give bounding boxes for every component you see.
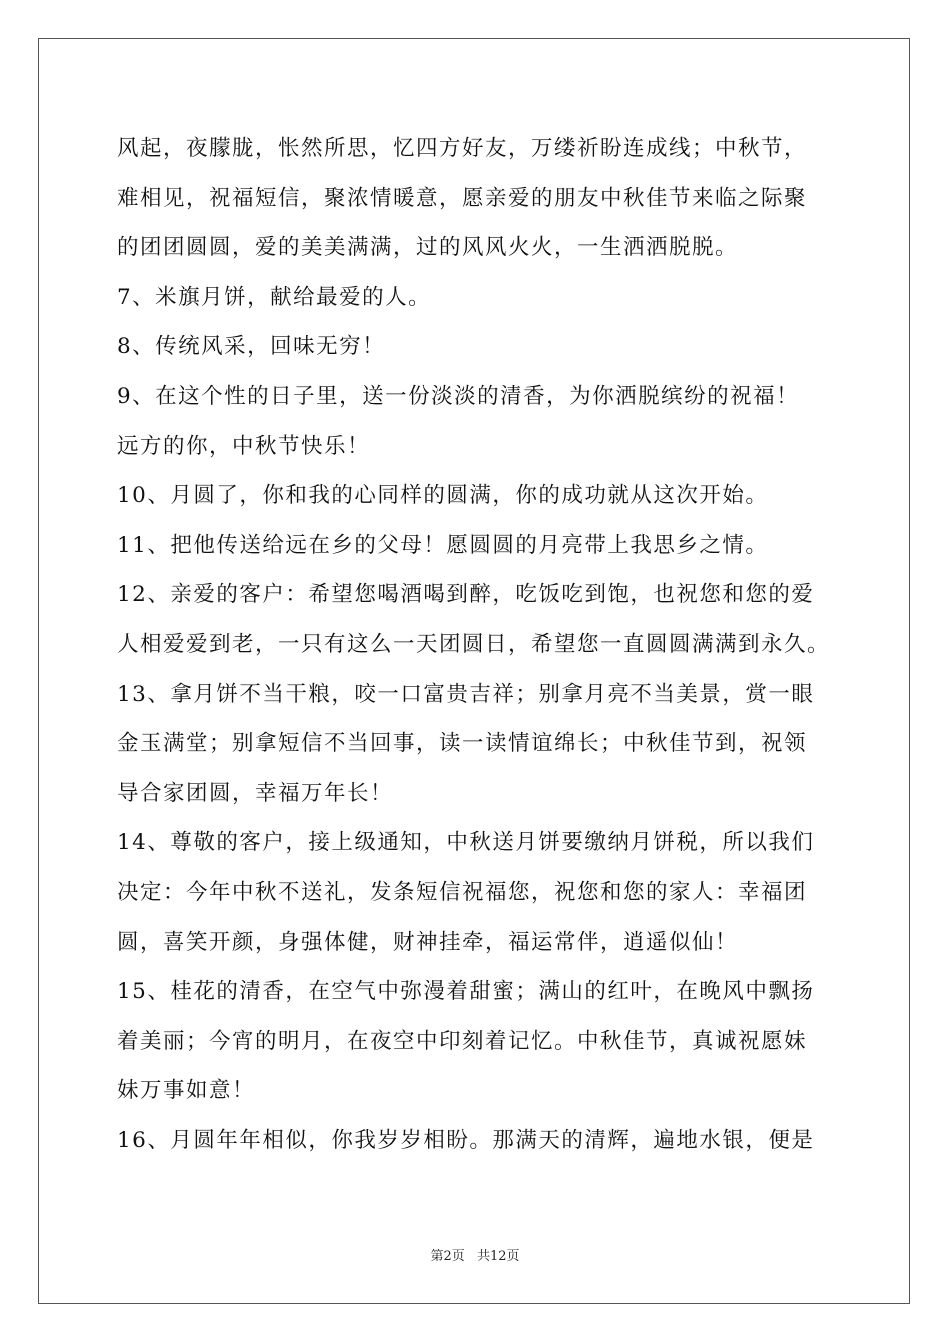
text-line: 12、亲爱的客户：希望您喝酒喝到醉，吃饭吃到饱，也祝您和您的爱 <box>117 582 815 608</box>
page-number: 第2页 <box>430 1249 465 1264</box>
text-line: 8、传统风采，回味无穷！ <box>117 334 386 360</box>
text-line: 14、尊敬的客户，接上级通知，中秋送月饼要缴纳月饼税，所以我们 <box>117 830 815 856</box>
text-line: 金玉满堂；别拿短信不当回事，读一读情谊绵长；中秋佳节到，祝领 <box>117 731 808 757</box>
text-line: 10、月圆了，你和我的心同样的圆满，你的成功就从这次开始。 <box>117 483 769 509</box>
text-line: 9、在这个性的日子里，送一份淡淡的清香，为你洒脱缤纷的祝福！ <box>117 383 800 409</box>
text-line: 难相见，祝福短信，聚浓情暖意，愿亲爱的朋友中秋佳节来临之际聚 <box>117 185 808 211</box>
page-footer <box>0 1245 950 1264</box>
text-line: 的团团圆圆，爱的美美满满，过的风风火火，一生洒洒脱脱。 <box>117 235 739 261</box>
text-line: 远方的你，中秋节快乐！ <box>117 433 371 459</box>
page-total: 共12页 <box>476 1249 520 1264</box>
document-body <box>117 124 837 1165</box>
text-line: 15、桂花的清香，在空气中弥漫着甜蜜；满山的红叶，在晚风中飘扬 <box>117 979 815 1005</box>
text-line: 7、米旗月饼，献给最爱的人。 <box>117 284 432 310</box>
text-line: 风起，夜朦胧，怅然所思，忆四方好友，万缕祈盼连成线；中秋节， <box>117 136 808 161</box>
text-line: 16、月圆年年相似，你我岁岁相盼。那满天的清辉，遍地水银，便是 <box>117 1127 815 1153</box>
text-line: 决定：今年中秋不送礼，发条短信祝福您，祝您和您的家人：幸福团 <box>117 879 808 905</box>
text-line: 人相爱爱到老，一只有这么一天团圆日，希望您一直圆圆满满到永久。 <box>117 631 831 657</box>
text-line: 13、拿月饼不当干粮，咬一口富贵吉祥；别拿月亮不当美景，赏一眼 <box>117 681 815 707</box>
text-line: 着美丽；今宵的明月，在夜空中印刻着记忆。中秋佳节，真诚祝愿妹 <box>117 1028 808 1054</box>
text-line: 11、把他传送给远在乡的父母！愿圆圆的月亮带上我思乡之情。 <box>117 532 769 558</box>
text-line: 圆，喜笑开颜，身强体健，财神挂牵，福运常伴，逍遥似仙！ <box>117 929 739 955</box>
text-line: 妹万事如意！ <box>117 1078 256 1104</box>
text-line: 导合家团圆，幸福万年长！ <box>117 780 394 806</box>
